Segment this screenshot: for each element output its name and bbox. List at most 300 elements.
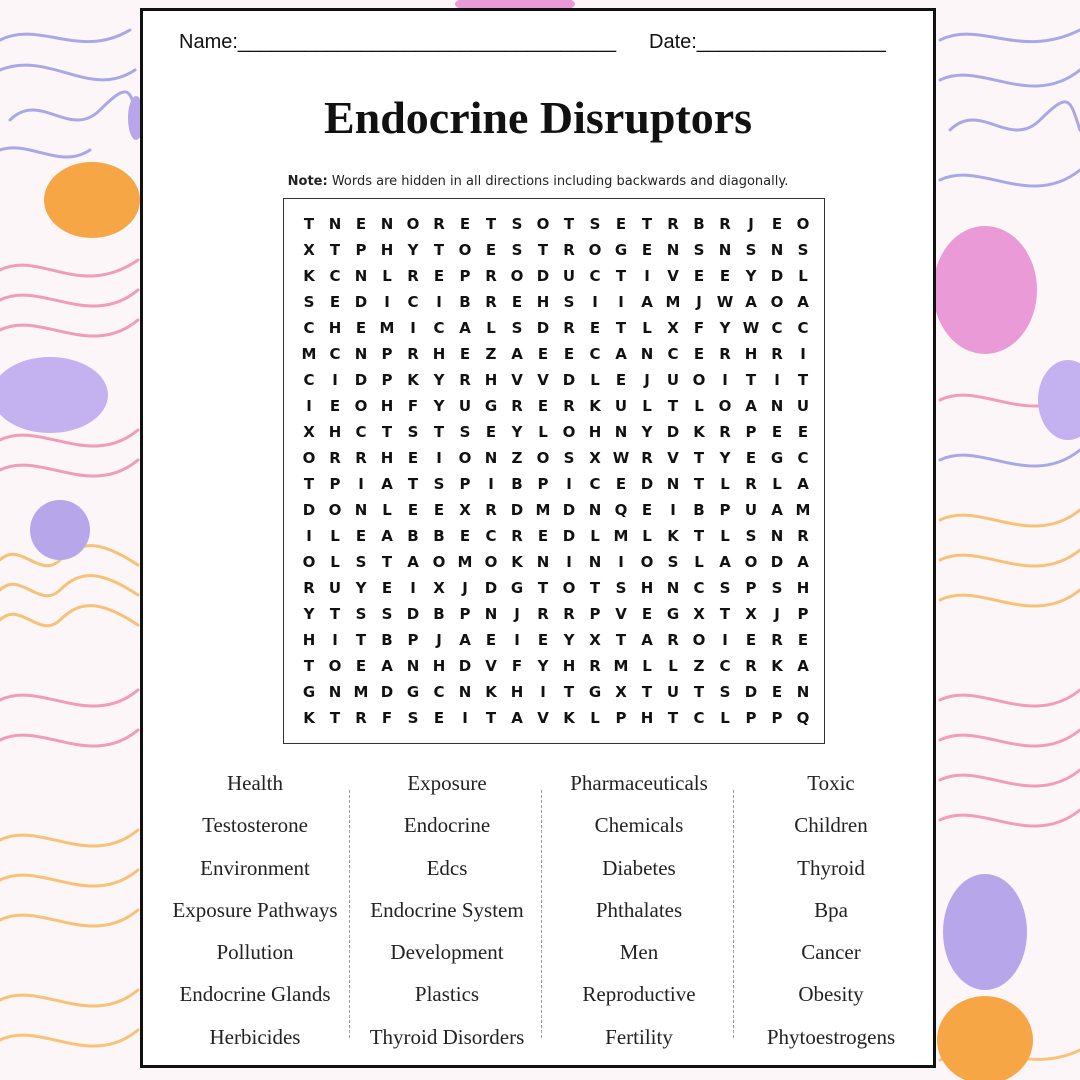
grid-letter[interactable]: C <box>693 579 705 597</box>
grid-letter[interactable]: C <box>771 319 783 337</box>
grid-letter[interactable]: H <box>380 241 394 259</box>
grid-letter[interactable]: R <box>563 241 575 259</box>
grid-letter[interactable]: I <box>670 501 676 519</box>
grid-letter[interactable]: X <box>303 423 315 441</box>
grid-letter[interactable]: Y <box>537 657 549 675</box>
grid-letter[interactable]: H <box>796 579 810 597</box>
grid-letter[interactable]: H <box>328 319 342 337</box>
grid-letter[interactable]: N <box>328 683 342 701</box>
grid-letter[interactable]: S <box>303 293 315 311</box>
grid-letter[interactable]: O <box>536 215 550 233</box>
grid-letter[interactable]: L <box>642 657 652 675</box>
grid-letter[interactable]: A <box>511 709 523 727</box>
grid-letter[interactable]: R <box>303 579 315 597</box>
grid-letter[interactable]: F <box>381 709 393 727</box>
grid-letter[interactable]: I <box>618 553 624 571</box>
grid-letter[interactable]: T <box>537 241 549 259</box>
grid-letter[interactable]: N <box>536 553 550 571</box>
grid-letter[interactable]: U <box>666 371 680 389</box>
grid-letter[interactable]: O <box>536 449 550 467</box>
grid-letter[interactable]: O <box>458 241 472 259</box>
grid-letter[interactable]: P <box>407 631 419 649</box>
grid-letter[interactable]: C <box>589 475 601 493</box>
grid-letter[interactable]: L <box>486 319 496 337</box>
grid-letter[interactable]: A <box>641 293 653 311</box>
grid-letter[interactable]: Y <box>745 267 757 285</box>
grid-letter[interactable]: D <box>640 475 654 493</box>
grid-letter[interactable]: R <box>719 215 731 233</box>
grid-letter[interactable]: E <box>537 345 549 363</box>
grid-letter[interactable]: O <box>744 553 758 571</box>
grid-letter[interactable]: D <box>770 553 784 571</box>
grid-letter[interactable]: X <box>667 319 679 337</box>
grid-letter[interactable]: A <box>797 293 809 311</box>
grid-letter[interactable]: N <box>666 579 680 597</box>
grid-letter[interactable]: P <box>745 579 757 597</box>
grid-letter[interactable]: X <box>615 683 627 701</box>
grid-letter[interactable]: K <box>485 683 497 701</box>
grid-letter[interactable]: R <box>511 397 523 415</box>
grid-letter[interactable]: P <box>459 475 471 493</box>
grid-letter[interactable]: P <box>771 709 783 727</box>
grid-letter[interactable]: N <box>406 657 420 675</box>
grid-letter[interactable]: N <box>484 605 498 623</box>
grid-letter[interactable]: I <box>488 475 494 493</box>
grid-letter[interactable]: H <box>536 293 550 311</box>
grid-letter[interactable]: P <box>615 709 627 727</box>
grid-letter[interactable]: T <box>433 241 445 259</box>
grid-letter[interactable]: A <box>797 553 809 571</box>
grid-letter[interactable]: A <box>459 631 471 649</box>
grid-letter[interactable]: T <box>615 319 627 337</box>
grid-letter[interactable]: A <box>745 397 757 415</box>
grid-letter[interactable]: E <box>459 527 471 545</box>
grid-letter[interactable]: T <box>615 631 627 649</box>
grid-letter[interactable]: O <box>458 449 472 467</box>
grid-letter[interactable]: C <box>329 345 341 363</box>
grid-letter[interactable]: K <box>563 709 575 727</box>
grid-letter[interactable]: L <box>538 423 548 441</box>
grid-letter[interactable]: O <box>692 371 706 389</box>
grid-letter[interactable]: T <box>329 605 341 623</box>
grid-letter[interactable]: T <box>589 579 601 597</box>
grid-letter[interactable]: E <box>537 397 549 415</box>
grid-letter[interactable]: D <box>536 267 550 285</box>
grid-letter[interactable]: S <box>563 293 575 311</box>
grid-letter[interactable]: Y <box>641 423 653 441</box>
grid-letter[interactable]: U <box>458 397 472 415</box>
grid-letter[interactable]: T <box>693 683 705 701</box>
grid-letter[interactable]: E <box>641 605 653 623</box>
grid-letter[interactable]: E <box>771 215 783 233</box>
grid-letter[interactable]: L <box>720 709 730 727</box>
grid-letter[interactable]: P <box>459 267 471 285</box>
grid-letter[interactable]: E <box>745 631 757 649</box>
grid-letter[interactable]: U <box>744 501 758 519</box>
grid-letter[interactable]: E <box>771 423 783 441</box>
grid-letter[interactable]: D <box>770 267 784 285</box>
grid-letter[interactable]: E <box>459 345 471 363</box>
grid-letter[interactable]: I <box>436 449 442 467</box>
grid-letter[interactable]: H <box>640 579 654 597</box>
grid-letter[interactable]: E <box>433 501 445 519</box>
grid-letter[interactable]: O <box>640 553 654 571</box>
grid-letter[interactable]: B <box>381 631 393 649</box>
grid-letter[interactable]: E <box>355 215 367 233</box>
grid-letter[interactable]: E <box>355 319 367 337</box>
grid-letter[interactable]: D <box>354 293 368 311</box>
grid-letter[interactable]: Y <box>511 423 523 441</box>
grid-letter[interactable]: N <box>666 475 680 493</box>
grid-letter[interactable]: J <box>644 371 650 389</box>
grid-letter[interactable]: D <box>536 319 550 337</box>
grid-letter[interactable]: L <box>798 267 808 285</box>
grid-letter[interactable]: M <box>457 553 473 571</box>
grid-letter[interactable]: C <box>355 423 367 441</box>
grid-letter[interactable]: E <box>407 449 419 467</box>
grid-letter[interactable]: E <box>719 267 731 285</box>
grid-letter[interactable]: E <box>693 267 705 285</box>
grid-letter[interactable]: L <box>642 319 652 337</box>
grid-letter[interactable]: I <box>514 631 520 649</box>
grid-letter[interactable]: N <box>796 683 810 701</box>
grid-letter[interactable]: V <box>537 371 549 389</box>
grid-letter[interactable]: C <box>589 345 601 363</box>
grid-letter[interactable]: S <box>693 241 705 259</box>
grid-letter[interactable]: E <box>797 631 809 649</box>
grid-letter[interactable]: T <box>615 267 627 285</box>
grid-letter[interactable]: S <box>355 605 367 623</box>
grid-letter[interactable]: T <box>667 709 679 727</box>
grid-letter[interactable]: G <box>510 579 524 597</box>
grid-letter[interactable]: O <box>328 501 342 519</box>
grid-letter[interactable]: B <box>693 215 705 233</box>
grid-letter[interactable]: I <box>306 397 312 415</box>
grid-letter[interactable]: N <box>614 423 628 441</box>
grid-letter[interactable]: J <box>462 579 468 597</box>
grid-letter[interactable]: Z <box>485 345 497 363</box>
grid-letter[interactable]: A <box>459 319 471 337</box>
grid-letter[interactable]: S <box>667 553 679 571</box>
grid-letter[interactable]: C <box>693 709 705 727</box>
grid-letter[interactable]: A <box>615 345 627 363</box>
grid-letter[interactable]: C <box>797 449 809 467</box>
grid-letter[interactable]: R <box>563 605 575 623</box>
grid-letter[interactable]: D <box>562 527 576 545</box>
grid-letter[interactable]: X <box>589 631 601 649</box>
grid-letter[interactable]: R <box>719 345 731 363</box>
grid-letter[interactable]: C <box>485 527 497 545</box>
grid-letter[interactable]: I <box>540 683 546 701</box>
grid-letter[interactable]: D <box>510 501 524 519</box>
grid-letter[interactable]: G <box>484 397 498 415</box>
grid-letter[interactable]: I <box>358 475 364 493</box>
grid-letter[interactable]: T <box>797 371 809 389</box>
grid-letter[interactable]: U <box>666 683 680 701</box>
grid-letter[interactable]: D <box>458 657 472 675</box>
grid-letter[interactable]: L <box>720 475 730 493</box>
grid-letter[interactable]: V <box>511 371 523 389</box>
grid-letter[interactable]: A <box>745 293 757 311</box>
grid-letter[interactable]: T <box>641 683 653 701</box>
grid-letter[interactable]: E <box>641 501 653 519</box>
grid-letter[interactable]: C <box>433 683 445 701</box>
grid-letter[interactable]: M <box>353 683 369 701</box>
grid-letter[interactable]: R <box>407 345 419 363</box>
grid-letter[interactable]: R <box>771 631 783 649</box>
grid-letter[interactable]: T <box>329 709 341 727</box>
grid-letter[interactable]: I <box>566 475 572 493</box>
grid-letter[interactable]: S <box>407 423 419 441</box>
grid-letter[interactable]: A <box>641 631 653 649</box>
grid-letter[interactable]: V <box>485 657 497 675</box>
grid-letter[interactable]: S <box>745 241 757 259</box>
grid-letter[interactable]: E <box>485 241 497 259</box>
grid-letter[interactable]: D <box>302 501 316 519</box>
grid-letter[interactable]: N <box>588 501 602 519</box>
grid-letter[interactable]: L <box>720 527 730 545</box>
grid-letter[interactable]: O <box>588 241 602 259</box>
grid-letter[interactable]: L <box>694 397 704 415</box>
grid-letter[interactable]: B <box>511 475 523 493</box>
grid-letter[interactable]: R <box>537 605 549 623</box>
grid-letter[interactable]: P <box>381 371 393 389</box>
grid-letter[interactable]: O <box>484 553 498 571</box>
grid-letter[interactable]: C <box>303 319 315 337</box>
grid-letter[interactable]: H <box>588 423 602 441</box>
grid-letter[interactable]: L <box>590 371 600 389</box>
grid-letter[interactable]: N <box>354 267 368 285</box>
grid-letter[interactable]: S <box>459 423 471 441</box>
grid-letter[interactable]: Q <box>796 709 810 727</box>
grid-letter[interactable]: G <box>406 683 420 701</box>
grid-letter[interactable]: U <box>328 579 342 597</box>
grid-letter[interactable]: E <box>329 397 341 415</box>
grid-letter[interactable]: K <box>407 371 419 389</box>
grid-letter[interactable]: C <box>407 293 419 311</box>
grid-letter[interactable]: T <box>693 527 705 545</box>
grid-letter[interactable]: L <box>382 501 392 519</box>
grid-letter[interactable]: I <box>462 709 468 727</box>
grid-letter[interactable]: R <box>355 709 367 727</box>
grid-letter[interactable]: A <box>381 527 393 545</box>
grid-letter[interactable]: T <box>485 709 497 727</box>
grid-letter[interactable]: T <box>303 657 315 675</box>
grid-letter[interactable]: L <box>590 709 600 727</box>
grid-letter[interactable]: N <box>458 683 472 701</box>
grid-letter[interactable]: A <box>797 657 809 675</box>
grid-letter[interactable]: H <box>380 397 394 415</box>
grid-letter[interactable]: R <box>589 657 601 675</box>
grid-letter[interactable]: L <box>382 267 392 285</box>
grid-letter[interactable]: E <box>563 345 575 363</box>
grid-letter[interactable]: Z <box>511 449 523 467</box>
grid-letter[interactable]: T <box>693 449 705 467</box>
grid-letter[interactable]: Y <box>355 579 367 597</box>
grid-letter[interactable]: F <box>693 319 705 337</box>
grid-letter[interactable]: I <box>722 371 728 389</box>
grid-letter[interactable]: P <box>381 345 393 363</box>
grid-letter[interactable]: V <box>667 267 679 285</box>
grid-letter[interactable]: C <box>667 345 679 363</box>
grid-letter[interactable]: M <box>301 345 317 363</box>
grid-letter[interactable]: G <box>614 241 628 259</box>
grid-letter[interactable]: R <box>329 449 341 467</box>
grid-letter[interactable]: E <box>381 579 393 597</box>
grid-letter[interactable]: C <box>329 267 341 285</box>
grid-letter[interactable]: Y <box>719 449 731 467</box>
grid-letter[interactable]: N <box>354 501 368 519</box>
grid-letter[interactable]: O <box>328 657 342 675</box>
grid-letter[interactable]: A <box>797 475 809 493</box>
grid-letter[interactable]: W <box>742 319 760 337</box>
grid-letter[interactable]: S <box>589 215 601 233</box>
grid-letter[interactable]: P <box>537 475 549 493</box>
grid-letter[interactable]: I <box>618 293 624 311</box>
grid-letter[interactable]: R <box>485 293 497 311</box>
grid-letter[interactable]: T <box>303 475 315 493</box>
grid-letter[interactable]: S <box>719 579 731 597</box>
grid-letter[interactable]: E <box>615 215 627 233</box>
grid-letter[interactable]: E <box>407 501 419 519</box>
grid-letter[interactable]: E <box>589 319 601 337</box>
grid-letter[interactable]: O <box>302 449 316 467</box>
date-field[interactable]: Date:_________________ <box>649 31 886 53</box>
grid-letter[interactable]: T <box>303 215 315 233</box>
grid-letter[interactable]: I <box>644 267 650 285</box>
grid-letter[interactable]: H <box>432 345 446 363</box>
grid-letter[interactable]: E <box>511 293 523 311</box>
grid-letter[interactable]: K <box>667 527 679 545</box>
grid-letter[interactable]: S <box>797 241 809 259</box>
grid-letter[interactable]: H <box>380 449 394 467</box>
grid-letter[interactable]: E <box>355 527 367 545</box>
grid-letter[interactable]: L <box>772 475 782 493</box>
grid-letter[interactable]: X <box>433 579 445 597</box>
grid-letter[interactable]: G <box>770 449 784 467</box>
grid-letter[interactable]: E <box>537 631 549 649</box>
grid-letter[interactable]: I <box>332 631 338 649</box>
grid-letter[interactable]: E <box>615 371 627 389</box>
grid-letter[interactable]: A <box>719 553 731 571</box>
grid-letter[interactable]: I <box>566 553 572 571</box>
grid-letter[interactable]: X <box>459 501 471 519</box>
grid-letter[interactable]: E <box>485 423 497 441</box>
grid-letter[interactable]: K <box>511 553 523 571</box>
grid-letter[interactable]: J <box>696 293 702 311</box>
grid-letter[interactable]: N <box>770 527 784 545</box>
grid-letter[interactable]: E <box>433 709 445 727</box>
grid-letter[interactable]: V <box>667 449 679 467</box>
grid-letter[interactable]: L <box>668 657 678 675</box>
grid-letter[interactable]: V <box>537 709 549 727</box>
grid-letter[interactable]: T <box>719 605 731 623</box>
grid-letter[interactable]: P <box>719 501 731 519</box>
grid-letter[interactable]: Y <box>563 631 575 649</box>
grid-letter[interactable]: P <box>459 605 471 623</box>
grid-letter[interactable]: E <box>329 293 341 311</box>
grid-letter[interactable]: I <box>410 319 416 337</box>
grid-letter[interactable]: L <box>330 553 340 571</box>
grid-letter[interactable]: C <box>797 319 809 337</box>
grid-letter[interactable]: X <box>589 449 601 467</box>
grid-letter[interactable]: U <box>614 397 628 415</box>
grid-letter[interactable]: O <box>692 631 706 649</box>
grid-letter[interactable]: G <box>302 683 316 701</box>
grid-letter[interactable]: R <box>719 423 731 441</box>
grid-letter[interactable]: K <box>693 423 705 441</box>
grid-letter[interactable]: N <box>354 345 368 363</box>
grid-letter[interactable]: E <box>485 631 497 649</box>
grid-letter[interactable]: X <box>303 241 315 259</box>
grid-letter[interactable]: I <box>592 293 598 311</box>
grid-letter[interactable]: R <box>667 631 679 649</box>
grid-letter[interactable]: L <box>642 397 652 415</box>
grid-letter[interactable]: J <box>514 605 520 623</box>
grid-letter[interactable]: I <box>306 527 312 545</box>
grid-letter[interactable]: J <box>748 215 754 233</box>
grid-letter[interactable]: M <box>795 501 811 519</box>
grid-letter[interactable]: P <box>355 241 367 259</box>
grid-letter[interactable]: N <box>770 397 784 415</box>
grid-letter[interactable]: E <box>433 267 445 285</box>
grid-letter[interactable]: E <box>693 345 705 363</box>
grid-letter[interactable]: C <box>719 657 731 675</box>
grid-letter[interactable]: E <box>355 657 367 675</box>
grid-letter[interactable]: H <box>484 371 498 389</box>
grid-letter[interactable]: R <box>355 449 367 467</box>
grid-letter[interactable]: S <box>381 605 393 623</box>
grid-letter[interactable]: W <box>612 449 630 467</box>
grid-letter[interactable]: R <box>667 215 679 233</box>
grid-letter[interactable]: P <box>589 605 601 623</box>
grid-letter[interactable]: R <box>563 397 575 415</box>
grid-letter[interactable]: T <box>693 475 705 493</box>
grid-letter[interactable]: Y <box>407 241 419 259</box>
grid-letter[interactable]: S <box>511 241 523 259</box>
grid-letter[interactable]: I <box>332 371 338 389</box>
grid-letter[interactable]: E <box>771 683 783 701</box>
grid-letter[interactable]: S <box>745 527 757 545</box>
grid-letter[interactable]: T <box>355 631 367 649</box>
grid-letter[interactable]: E <box>641 241 653 259</box>
grid-letter[interactable]: I <box>410 579 416 597</box>
grid-letter[interactable]: U <box>796 397 810 415</box>
grid-letter[interactable]: N <box>380 215 394 233</box>
grid-letter[interactable]: T <box>329 241 341 259</box>
grid-letter[interactable]: H <box>302 631 316 649</box>
grid-letter[interactable]: T <box>745 371 757 389</box>
grid-letter[interactable]: M <box>613 527 629 545</box>
grid-letter[interactable]: E <box>459 215 471 233</box>
grid-letter[interactable]: U <box>562 267 576 285</box>
grid-letter[interactable]: O <box>796 215 810 233</box>
name-field[interactable]: Name:__________________________________ <box>179 31 617 53</box>
grid-letter[interactable]: G <box>666 605 680 623</box>
grid-letter[interactable]: E <box>745 449 757 467</box>
grid-letter[interactable]: C <box>303 371 315 389</box>
grid-letter[interactable]: F <box>511 657 523 675</box>
grid-letter[interactable]: I <box>384 293 390 311</box>
grid-letter[interactable]: G <box>588 683 602 701</box>
grid-letter[interactable]: T <box>381 553 393 571</box>
grid-letter[interactable]: H <box>432 657 446 675</box>
grid-letter[interactable]: S <box>511 215 523 233</box>
grid-letter[interactable]: R <box>797 527 809 545</box>
grid-letter[interactable]: B <box>693 501 705 519</box>
grid-letter[interactable]: N <box>484 449 498 467</box>
grid-letter[interactable]: E <box>797 423 809 441</box>
